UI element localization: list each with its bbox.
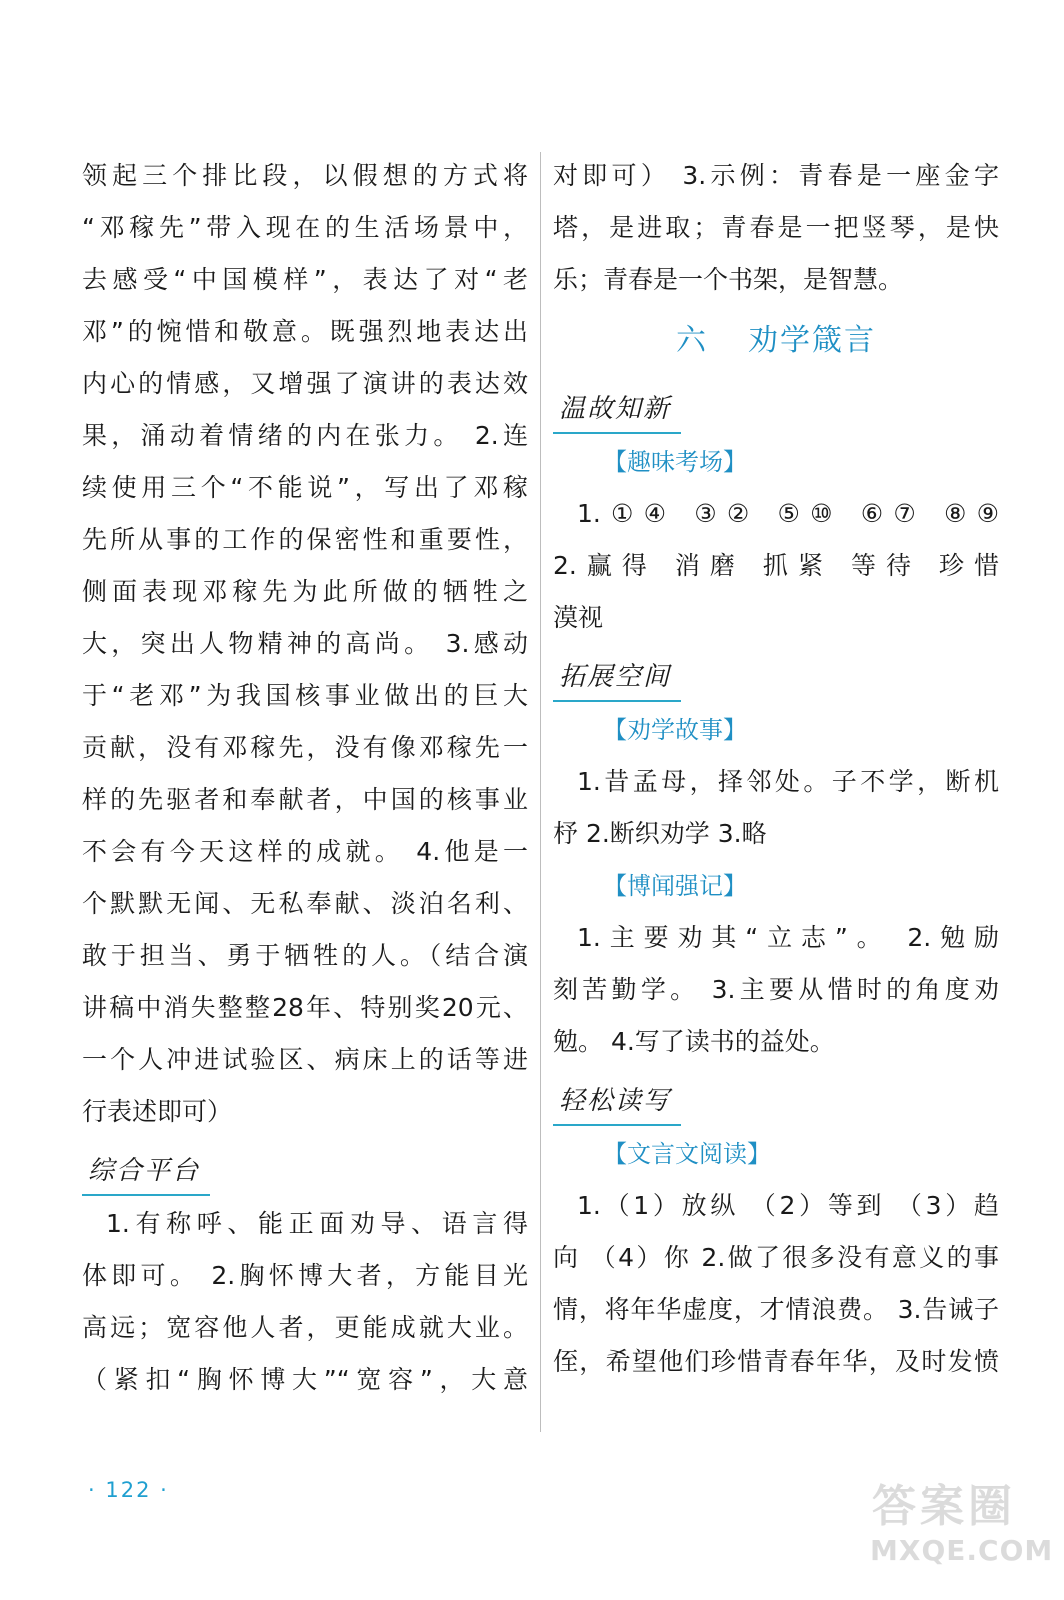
text-line: 一个人冲进试验区、病床上的话等进 [82,1045,528,1074]
subsection-label: 【文言文阅读】 [603,1140,771,1168]
section-underline [553,1124,681,1126]
text-line: 1.①④ ③② ⑤⑩ ⑥⑦ ⑧⑨ [577,499,999,528]
text-line: 不会有今天这样的成就。 4.他是一 [82,837,528,866]
chapter-number: 六 [676,323,708,358]
text-line: 大，突出人物精神的高尚。 3.感动 [82,629,528,658]
section-underline [553,432,681,434]
text-line: 漠视 [553,603,604,632]
text-line: 侄，希望他们珍惜青春年华，及时发愤 [553,1347,999,1376]
text-line: 2.赢得 消磨 抓紧 等待 珍惜 [553,551,999,580]
text-line: 1.昔孟母，择邻处。子不学，断机 [577,767,999,796]
text-line: 乐；青春是一个书架，是智慧。 [553,265,904,294]
text-line: 1.（1）放纵 （2）等到 （3）趋 [577,1191,999,1220]
text-line: 体即可。 2.胸怀博大者，方能目光 [82,1261,528,1290]
text-line: 刻苦勤学。 3.主要从惜时的角度劝 [553,975,999,1004]
section-title: 拓展空间 [559,662,672,692]
right-column [553,150,999,1388]
text-line: 个默默无闻、无私奉献、淡泊名利、 [82,889,528,918]
text-line: 贡献，没有邓稼先，没有像邓稼先一 [82,733,528,762]
text-line: 于“老邓”为我国核事业做出的巨大 [82,681,528,710]
text-line: 1.有称呼、能正面劝导、语言得 [106,1209,528,1238]
section-underline [82,1194,210,1196]
left-paragraph-2 [82,1198,528,1406]
text-line: 样的先驱者和奉献者，中国的核事业 [82,785,528,814]
section-title: 综合平台 [88,1156,201,1186]
text-line: 情，将年华虚度，才情浪费。 3.告诫子 [553,1295,999,1324]
text-line: （紧扣“胸怀博大”“宽容”，大意 [82,1365,528,1394]
left-column [82,150,528,1406]
watermark [868,1470,1054,1590]
watermark-url: MXQE.COM [870,1534,1054,1567]
page-number: · 122 · [88,1478,169,1502]
chapter-heading [553,306,999,376]
text-line: 内心的情感，又增强了演讲的表达效 [82,369,528,398]
text-line: 讲稿中消失整整28年、特别奖20元、 [82,993,528,1022]
subsection-label: 【劝学故事】 [603,716,747,744]
text-line: 向 （4）你 2.做了很多没有意义的事 [553,1243,999,1272]
section-heading-zonghe [82,1138,528,1198]
subsection-label: 【博闻强记】 [603,872,747,900]
section-title: 轻松读写 [559,1086,672,1116]
section-heading-tuozhan [553,644,999,704]
text-line: 先所从事的工作的保密性和重要性， [82,525,528,554]
watermark-logo: 答案圈 [872,1481,1016,1532]
text-line: 对即可） 3.示例：青春是一座金字 [553,161,999,190]
right-paragraph-top [553,150,999,306]
text-line: 行表述即可） [82,1097,233,1126]
text-line: 敢于担当、勇于牺牲的人。（结合演 [82,941,528,970]
text-line: 1.主要劝其“立志”。 2.勉励 [577,923,999,952]
text-line: 领起三个排比段，以假想的方式将 [82,161,528,190]
text-line: 邓”的惋惜和敬意。既强烈地表达出 [82,317,528,346]
left-paragraph-1 [82,150,528,1138]
section-title: 温故知新 [559,394,672,424]
column-divider [540,152,541,1432]
text-line: 去感受“中国模样”，表达了对“老 [82,265,528,294]
text-line: 高远；宽容他人者，更能成就大业。 [82,1313,528,1342]
text-line: 续使用三个“不能说”，写出了邓稼 [82,473,528,502]
text-line: 勉。 4.写了读书的益处。 [553,1027,835,1056]
section-underline [553,700,681,702]
text-line: 侧面表现邓稼先为此所做的牺牲之 [82,577,528,606]
section-heading-wengu [553,376,999,436]
text-line: 塔，是进取；青春是一把竖琴，是快 [553,213,999,242]
text-line: 果，涌动着情绪的内在张力。 2.连 [82,421,528,450]
text-line: “邓稼先”带入现在的生活场景中， [82,213,528,242]
text-line: 杼 2.断织劝学 3.略 [553,819,767,848]
chapter-title: 劝学箴言 [748,323,876,358]
section-heading-qingsong [553,1068,999,1128]
subsection-label: 【趣味考场】 [603,448,747,476]
